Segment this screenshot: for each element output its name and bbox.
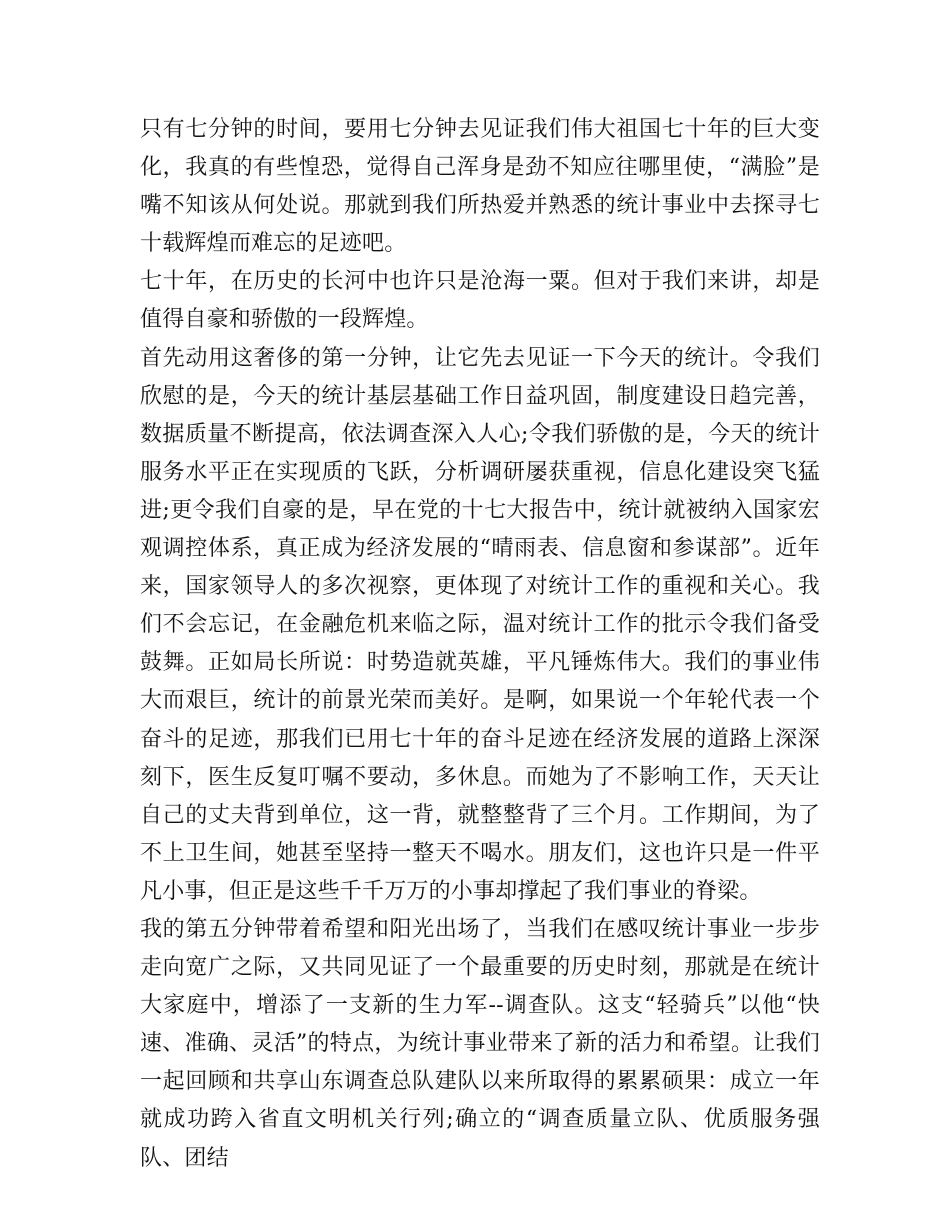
- paragraph-4: 我的第五分钟带着希望和阳光出场了，当我们在感叹统计事业一步步走向宽广之际，又共同见证了一个最重要的历史时刻，那就是在统计大家庭中，增添了一支新的生力军--调查队。这支“轻骑兵”以他“快速、准确、灵活”的特点，为统计事业带来了新的活力和希望。让我们一起回顾和共享山东调查总队建队以来所取得的累累硕果：成立一年就成功跨入省直文明机关行列;确立的“调查质量立队、优质服务强队、团结: [140, 916, 820, 1171]
- paragraph-1: 只有七分钟的时间，要用七分钟去见证我们伟大祖国七十年的巨大变化，我真的有些惶恐，觉得自己浑身是劲不知应往哪里使，“满脸”是嘴不知该从何处说。那就到我们所热爱并熟悉的统计事业中去探寻七十载辉煌而难忘的足迹吧。: [140, 117, 820, 257]
- document-body: [140, 111, 820, 1178]
- paragraph-2: 七十年，在历史的长河中也许只是沧海一粟。但对于我们来讲，却是值得自豪和骄傲的一段辉煌。: [140, 269, 820, 333]
- paragraph-3: 首先动用这奢侈的第一分钟，让它先去见证一下今天的统计。令我们欣慰的是，今天的统计基层基础工作日益巩固，制度建设日趋完善，数据质量不断提高，依法调查深入人心;令我们骄傲的是，今天的统计服务水平正在实现质的飞跃，分析调研屡获重视，信息化建设突飞猛进;更令我们自豪的是，早在党的十七大报告中，统计就被纳入国家宏观调控体系，真正成为经济发展的“晴雨表、信息窗和参谋部”。近年来，国家领导人的多次视察，更体现了对统计工作的重视和关心。我们不会忘记，在金融危机来临之际，温对统计工作的批示令我们备受鼓舞。正如局长所说：时势造就英雄，平凡锤炼伟大。我们的事业伟大而艰巨，统计的前景光荣而美好。是啊，如果说一个年轮代表一个奋斗的足迹，那我们已用七十年的奋斗足迹在经济发展的道路上深深刻下，医生反复叮嘱不要动，多休息。而她为了不影响工作，天天让自己的丈夫背到单位，这一背，就整整背了三个月。工作期间，为了不上卫生间，她甚至坚持一整天不喝水。朋友们，这也许只是一件平凡小事，但正是这些千千万万的小事却撑起了我们事业的脊梁。: [140, 345, 820, 904]
